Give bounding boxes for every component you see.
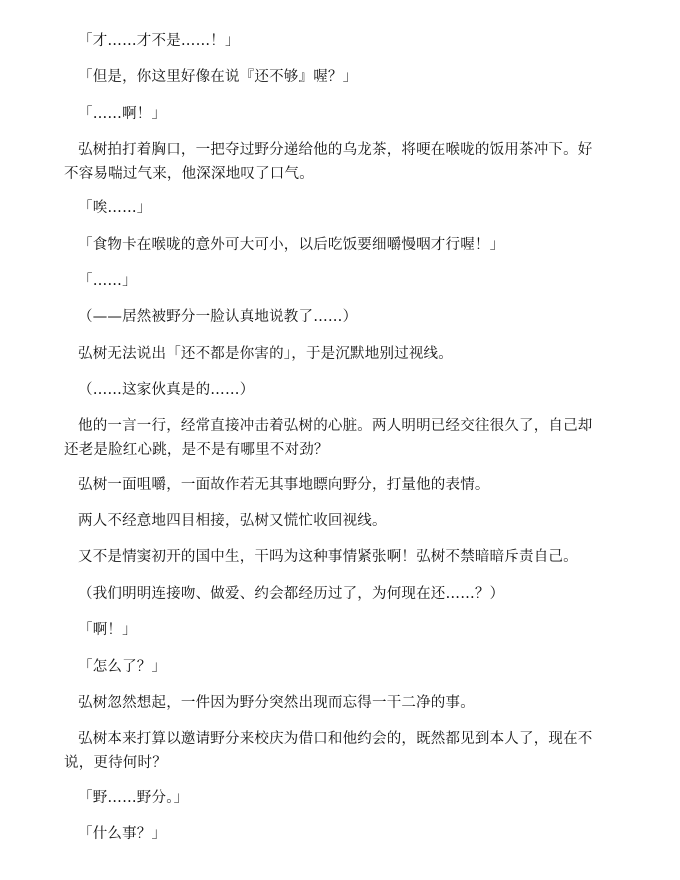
- text-line: 弘树拍打着胸口，一把夺过野分递给他的乌龙茶，将哽在喉咙的饭用茶冲下。好: [78, 142, 593, 158]
- text-line: 「怎么了？」: [78, 659, 167, 675]
- text-line: （我们明明连接吻、做爱、约会都经历过了，为何现在还……？）: [78, 586, 505, 602]
- text-line: 又不是情窦初开的国中生，干吗为这种事情紧张啊！弘树不禁暗暗斥责自己。: [78, 549, 578, 565]
- text-line: 说，更待何时？: [64, 755, 167, 771]
- text-line: 「唉……」: [78, 200, 152, 216]
- text-line: 他的一言一行，经常直接冲击着弘树的心脏。两人明明已经交往很久了，自己却: [78, 418, 593, 434]
- text-line: 弘树无法说出「还不都是你害的」，于是沉默地别过视线。: [78, 346, 453, 362]
- text-line: 弘树忽然想起，一件因为野分突然出现而忘得一干二净的事。: [78, 695, 475, 711]
- text-line: 弘树本来打算以邀请野分来校庆为借口和他约会的，既然都见到本人了，现在不: [78, 731, 593, 747]
- text-line: 「但是，你这里好像在说『还不够』喔？」: [78, 69, 358, 85]
- text-line: 不容易喘过气来，他深深地叹了口气。: [64, 166, 314, 182]
- text-line: 弘树一面咀嚼，一面故作若无其事地瞟向野分，打量他的表情。: [78, 477, 490, 493]
- text-line: （——居然被野分一脸认真地说教了……）: [78, 309, 358, 325]
- text-line: （……这家伙真是的……）: [78, 382, 255, 398]
- text-line: 「食物卡在喉咙的意外可大可小，以后吃饭要细嚼慢咽才行喔！」: [78, 237, 505, 253]
- text-line: 「才……才不是……！」: [78, 33, 240, 49]
- text-line: 「野……野分。」: [78, 790, 189, 806]
- text-line: 「什么事？」: [78, 826, 167, 842]
- text-line: 两人不经意地四目相接，弘树又慌忙收回视线。: [78, 513, 387, 529]
- text-line: 「……啊！」: [78, 106, 167, 122]
- text-line: 「啊！」: [78, 622, 137, 638]
- text-line: 还老是脸红心跳，是不是有哪里不对劲？: [64, 442, 329, 458]
- text-line: 「……」: [78, 273, 137, 289]
